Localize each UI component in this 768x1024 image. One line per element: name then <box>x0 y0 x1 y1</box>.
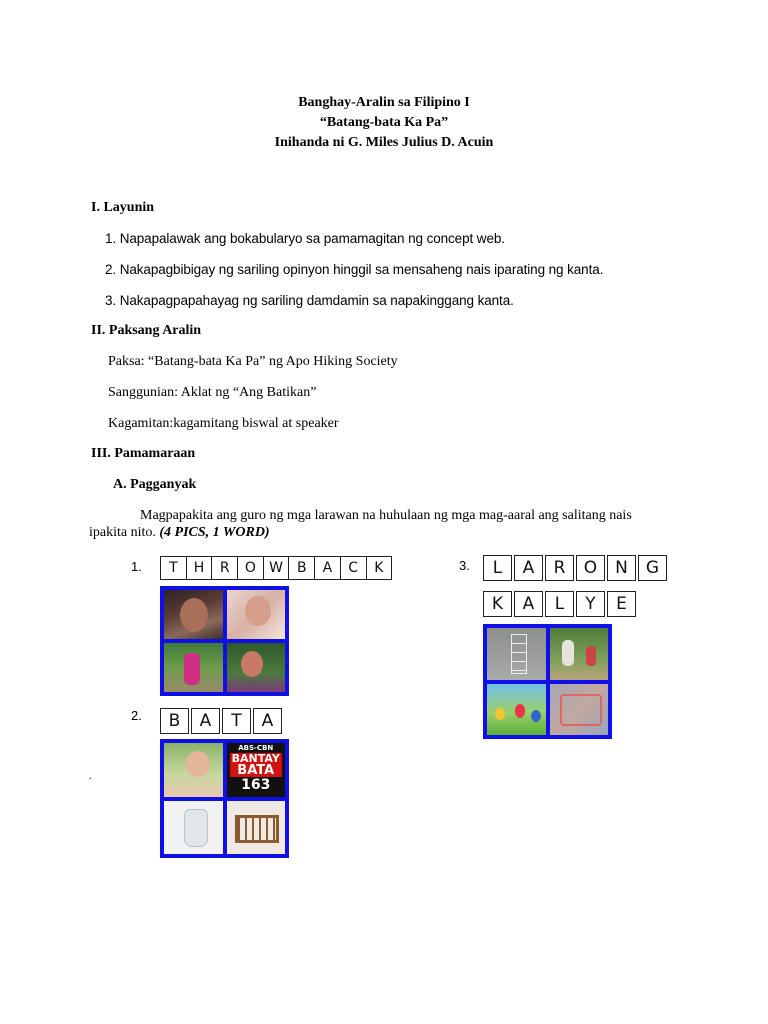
letter-tile: L <box>545 591 574 617</box>
letter-tile: O <box>576 555 605 581</box>
letter-tile: K <box>483 591 512 617</box>
letter-tile: W <box>263 556 290 580</box>
answer-tiles-kalye <box>481 591 636 617</box>
photo-kids-playing-street <box>550 628 609 680</box>
letter-tile: A <box>191 708 220 734</box>
photo-baby-crib <box>227 801 286 855</box>
letter-tile: B <box>160 708 189 734</box>
puzzle-image-grid-1 <box>160 586 289 696</box>
photo-baby-bottle <box>164 801 223 855</box>
section-heading-paksang-aralin: II. Paksang Aralin <box>91 323 202 338</box>
topic-paksa: Paksa: “Batang-bata Ka Pa” ng Apo Hiking Society <box>108 354 398 369</box>
puzzle-image-grid-3 <box>483 624 612 739</box>
letter-tile: R <box>211 556 238 580</box>
subsection-pagganyak: A. Pagganyak <box>113 477 197 492</box>
letter-tile: A <box>514 591 543 617</box>
objective-item: 3. Nakapagpapahayag ng sariling damdamin sa napakinggang kanta. <box>105 293 514 308</box>
letter-tile: T <box>160 556 187 580</box>
letter-tile: Y <box>576 591 605 617</box>
puzzle-number: 1. <box>131 559 142 574</box>
letter-tile: K <box>366 556 393 580</box>
answer-tiles-throwback <box>160 556 391 580</box>
instruction-text: ipakita nito. <box>89 525 160 540</box>
doc-subtitle: “Batang-bata Ka Pa” <box>319 115 449 130</box>
puzzle-number: 2. <box>131 708 142 723</box>
doc-author: Inihanda ni G. Miles Julius D. Acuin <box>274 135 494 150</box>
photo-hopscotch <box>487 628 546 680</box>
photo-street-game-drawing <box>550 684 609 736</box>
section-heading-layunin: I. Layunin <box>91 200 155 215</box>
letter-tile: B <box>288 556 315 580</box>
puzzle-image-grid-2 <box>160 739 289 858</box>
letter-tile: H <box>186 556 213 580</box>
instruction-paragraph-line1: Magpapakita ang guro ng mga larawan na huhulaan ng mga mag-aaral ang salitang nais <box>140 508 632 523</box>
letter-tile: C <box>340 556 367 580</box>
letter-tile: A <box>314 556 341 580</box>
letter-tile: A <box>514 555 543 581</box>
photo-child-flowers <box>227 643 286 692</box>
stray-dot: . <box>89 771 92 782</box>
letter-tile: R <box>545 555 574 581</box>
photo-girl-selfie <box>164 590 223 639</box>
letter-tile: T <box>222 708 251 734</box>
letter-tile: E <box>607 591 636 617</box>
topic-sanggunian: Sanggunian: Aklat ng “Ang Batikan” <box>108 385 317 400</box>
letter-tile: A <box>253 708 282 734</box>
answer-tiles-larong <box>481 555 667 581</box>
section-heading-pamamaraan: III. Pamamaraan <box>91 446 196 461</box>
objective-item: 1. Napapalawak ang bokabularyo sa pamamagitan ng concept web. <box>105 231 505 246</box>
letter-tile: N <box>607 555 636 581</box>
instruction-paragraph-line2 <box>89 525 270 541</box>
photo-child-outdoors <box>164 643 223 692</box>
logo-hotline-number: 163 <box>241 777 271 793</box>
logo-network-text: ABS-CBN <box>238 744 274 752</box>
game-label: (4 PICS, 1 WORD) <box>159 525 270 540</box>
objective-item: 2. Nakapagbibigay ng sariling opinyon hinggil sa mensaheng nais iparating ng kanta. <box>105 262 604 277</box>
letter-tile: O <box>237 556 264 580</box>
logo-bata-text: BATA <box>237 763 275 778</box>
photo-girl-portrait <box>227 590 286 639</box>
illustration-kids-games <box>487 684 546 736</box>
topic-kagamitan: Kagamitan:kagamitang biswal at speaker <box>108 416 339 431</box>
puzzle-number: 3. <box>459 558 470 573</box>
bantay-bata-logo <box>227 743 286 797</box>
letter-tile: G <box>638 555 667 581</box>
logo-bantay-text: BANTAY <box>231 752 280 765</box>
photo-toddler-eating <box>164 743 223 797</box>
doc-title: Banghay-Aralin sa Filipino I <box>298 95 470 110</box>
answer-tiles-bata <box>158 708 282 734</box>
letter-tile: L <box>483 555 512 581</box>
